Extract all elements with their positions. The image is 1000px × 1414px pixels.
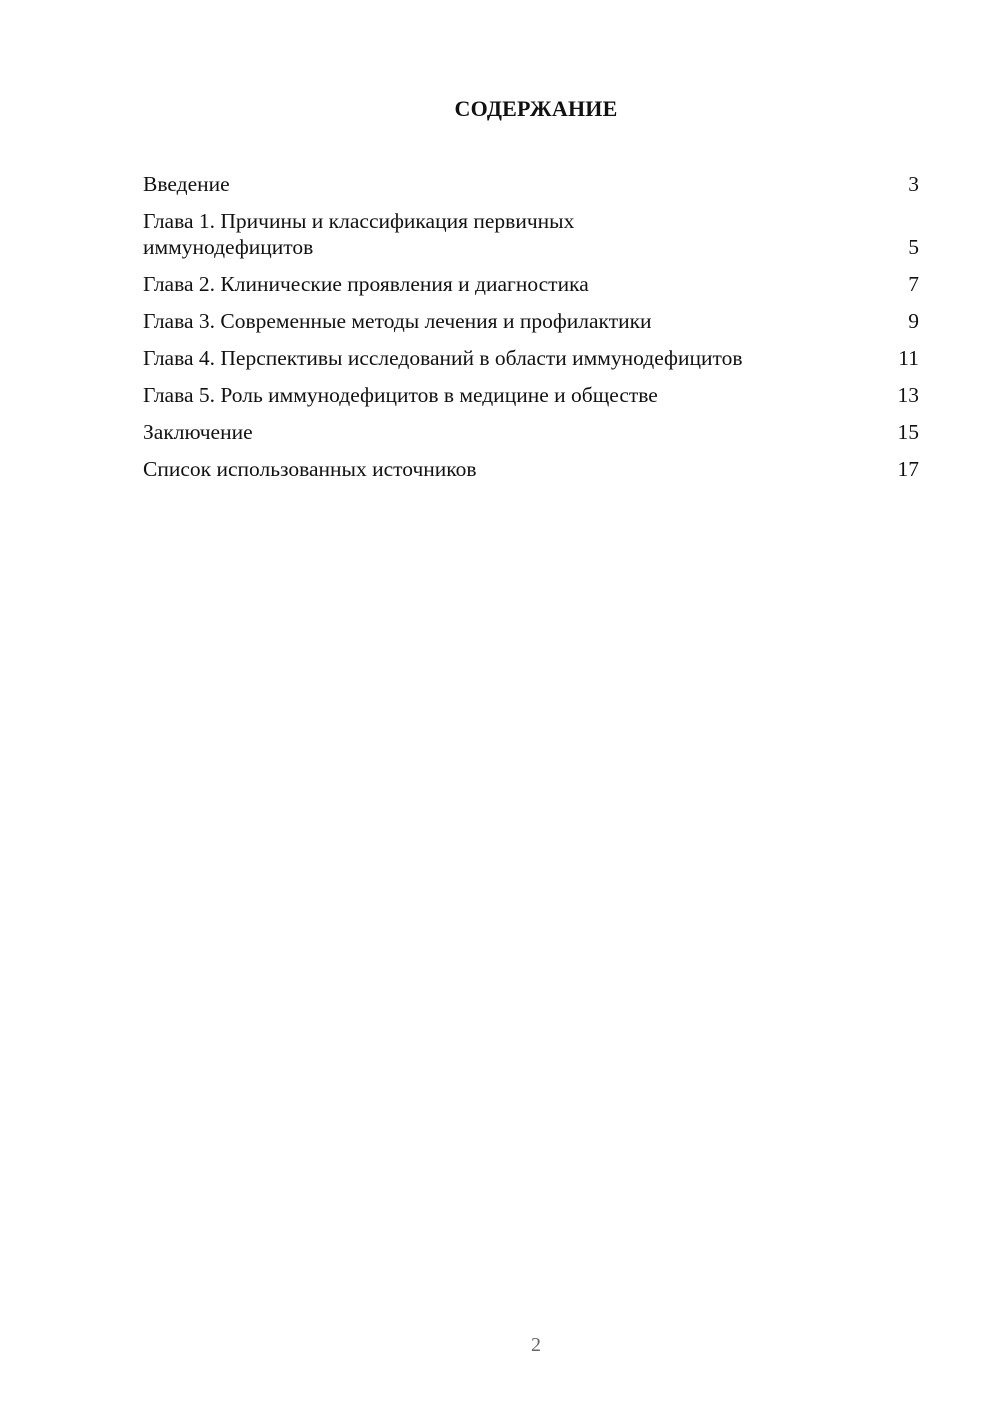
toc-entry-page: 15 (897, 420, 919, 444)
toc-entry-page: 11 (898, 346, 919, 370)
page-number: 2 (531, 1334, 541, 1356)
toc-entry-chapter-3 (143, 308, 919, 334)
toc-entry-page: 3 (908, 172, 919, 196)
toc-entry-page: 13 (897, 383, 919, 407)
toc-entry-references (143, 456, 919, 482)
toc-entry-text: Глава 1. Причины и классификация первичных иммунодефицитов (143, 209, 575, 259)
toc-entry-text: Заключение (143, 420, 253, 444)
toc-entry-page: 9 (908, 309, 919, 333)
toc-entry-chapter-2 (143, 271, 919, 297)
toc-entry-text: Список использованных источников (143, 457, 477, 481)
toc-entry-introduction (143, 171, 919, 197)
toc-entry-chapter-5 (143, 382, 919, 408)
toc-entry-text: Глава 4. Перспективы исследований в области иммунодефицитов (143, 346, 743, 370)
toc-entry-page: 17 (897, 457, 919, 481)
toc-entry-page: 5 (908, 235, 919, 259)
toc-entry-conclusion (143, 419, 919, 445)
table-of-contents (143, 171, 919, 493)
page-title: СОДЕРЖАНИЕ (454, 96, 618, 121)
toc-entry-chapter-4 (143, 345, 919, 371)
toc-entry-text: Глава 3. Современные методы лечения и профилактики (143, 309, 652, 333)
toc-entry-text: Введение (143, 172, 230, 196)
toc-entry-page: 7 (908, 272, 919, 296)
toc-entry-text: Глава 2. Клинические проявления и диагностика (143, 272, 589, 296)
toc-entry-chapter-1 (143, 208, 919, 260)
toc-entry-text: Глава 5. Роль иммунодефицитов в медицине и обществе (143, 383, 658, 407)
